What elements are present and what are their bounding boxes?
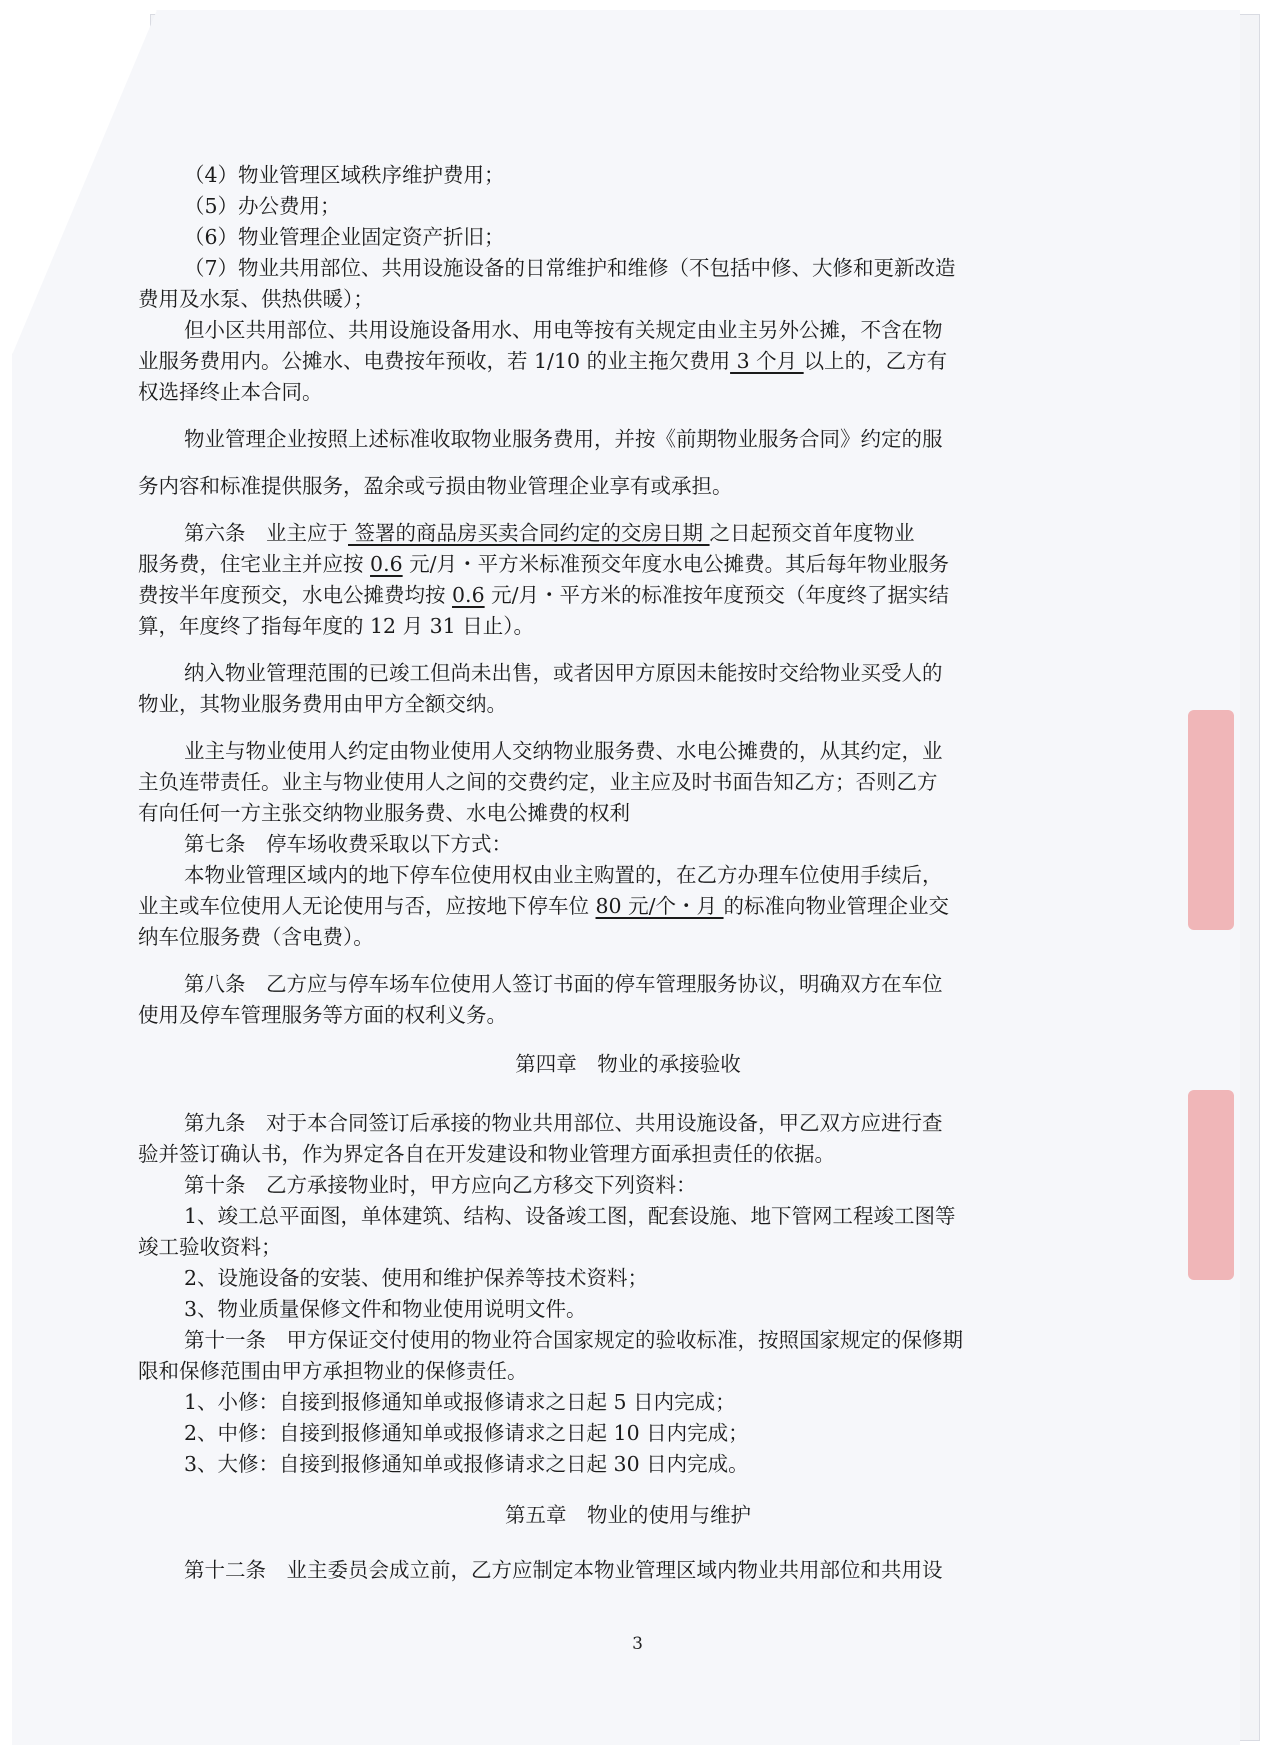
text-line: 业主与物业使用人约定由物业使用人交纳物业服务费、水电公摊费的，从其约定，业 bbox=[184, 739, 943, 763]
text-line: 权选择终止本合同。 bbox=[138, 380, 323, 404]
text-line: （7）物业共用部位、共用设施设备的日常维护和维修（不包括中修、大修和更新改造 bbox=[184, 256, 956, 280]
text-segment: 服务费，住宅业主并应按 bbox=[138, 552, 371, 576]
text-line: 2、设施设备的安装、使用和维护保养等技术资料； bbox=[184, 1266, 649, 1290]
document-body bbox=[138, 160, 1118, 1586]
text-line: 第十条 乙方承接物业时，甲方应向乙方移交下列资料： bbox=[184, 1173, 697, 1197]
text-line bbox=[138, 580, 1118, 611]
text-line: 竣工验收资料； bbox=[138, 1235, 282, 1259]
chapter-heading: 第四章 物业的承接验收 bbox=[515, 1052, 741, 1076]
text-line: 限和保修范围由甲方承担物业的保修责任。 bbox=[138, 1359, 528, 1383]
text-line: 3、物业质量保修文件和物业使用说明文件。 bbox=[184, 1297, 587, 1321]
text-segment: 业主或车位使用人无论使用与否，应按地下停车位 bbox=[138, 894, 596, 918]
red-seal-fragment bbox=[1188, 710, 1234, 930]
text-segment: 第六条 业主应于 bbox=[184, 521, 348, 545]
text-segment: 费按半年度预交，水电公摊费均按 bbox=[138, 583, 453, 607]
text-line: 验并签订确认书，作为界定各自在开发建设和物业管理方面承担责任的依据。 bbox=[138, 1142, 835, 1166]
text-line: 第十二条 业主委员会成立前，乙方应制定本物业管理区域内物业共用部位和共用设 bbox=[184, 1558, 943, 1582]
text-line: 3、大修：自接到报修通知单或报修请求之日起 30 日内完成。 bbox=[184, 1452, 749, 1476]
text-line: 有向任何一方主张交纳物业服务费、水电公摊费的权利 bbox=[138, 801, 630, 825]
filled-blank: 80 元/个・月 bbox=[595, 894, 724, 918]
text-line: 物业，其物业服务费用由甲方全额交纳。 bbox=[138, 692, 507, 716]
text-line: 1、竣工总平面图，单体建筑、结构、设备竣工图，配套设施、地下管网工程竣工图等 bbox=[184, 1204, 956, 1228]
text-line: 1、小修：自接到报修通知单或报修请求之日起 5 日内完成； bbox=[184, 1390, 736, 1414]
text-line: （5）办公费用； bbox=[184, 194, 341, 218]
text-line: 第八条 乙方应与停车场车位使用人签订书面的停车管理服务协议，明确双方在车位 bbox=[184, 972, 943, 996]
text-line bbox=[138, 346, 1118, 377]
text-segment: 业服务费用内。公摊水、电费按年预收，若 1/10 的业主拖欠费用 bbox=[138, 349, 731, 373]
text-line: （6）物业管理企业固定资产折旧； bbox=[184, 225, 505, 249]
page-number: 3 bbox=[632, 1634, 643, 1654]
text-segment: 元/月・平方米的标准按年度预交（年度终了据实结 bbox=[484, 583, 950, 607]
text-line: 第十一条 甲方保证交付使用的物业符合国家规定的验收标准，按照国家规定的保修期 bbox=[184, 1328, 963, 1352]
text-line: （4）物业管理区域秩序维护费用； bbox=[184, 163, 505, 187]
filled-blank: 0.6 bbox=[452, 583, 485, 607]
text-line bbox=[138, 518, 1118, 549]
text-segment: 以上的，乙方有 bbox=[803, 349, 948, 373]
text-line: 2、中修：自接到报修通知单或报修请求之日起 10 日内完成； bbox=[184, 1421, 749, 1445]
text-line: 纳车位服务费（含电费）。 bbox=[138, 925, 374, 949]
text-line bbox=[138, 891, 1118, 922]
text-line: 主负连带责任。业主与物业使用人之间的交费约定，业主应及时书面告知乙方；否则乙方 bbox=[138, 770, 938, 794]
text-line bbox=[138, 549, 1118, 580]
text-line: 第九条 对于本合同签订后承接的物业共用部位、共用设施设备，甲乙双方应进行查 bbox=[184, 1111, 943, 1135]
red-seal-fragment bbox=[1188, 1090, 1234, 1280]
filled-blank: 0.6 bbox=[370, 552, 403, 576]
text-line: 使用及停车管理服务等方面的权利义务。 bbox=[138, 1003, 507, 1027]
text-segment: 的标准向物业管理企业交 bbox=[723, 894, 950, 918]
text-segment: 元/月・平方米标准预交年度水电公摊费。其后每年物业服务 bbox=[402, 552, 950, 576]
text-line: 本物业管理区域内的地下停车位使用权由业主购置的，在乙方办理车位使用手续后， bbox=[184, 863, 943, 887]
filled-blank: 签署的商品房买卖合同约定的交房日期 bbox=[348, 521, 710, 545]
text-line: 费用及水泵、供热供暖）； bbox=[138, 287, 374, 311]
text-line: 务内容和标准提供服务，盈余或亏损由物业管理企业享有或承担。 bbox=[138, 474, 733, 498]
filled-blank: 3 个月 bbox=[730, 349, 804, 373]
text-segment: 之日起预交首年度物业 bbox=[709, 521, 915, 545]
text-line: 但小区共用部位、共用设施设备用水、用电等按有关规定由业主另外公摊，不含在物 bbox=[184, 318, 943, 342]
text-line: 算，年度终了指每年度的 12 月 31 日止）。 bbox=[138, 614, 534, 638]
chapter-heading: 第五章 物业的使用与维护 bbox=[505, 1503, 751, 1527]
text-line: 纳入物业管理范围的已竣工但尚未出售，或者因甲方原因未能按时交给物业买受人的 bbox=[184, 661, 943, 685]
text-line: 第七条 停车场收费采取以下方式： bbox=[184, 832, 512, 856]
text-line: 物业管理企业按照上述标准收取物业服务费用，并按《前期物业服务合同》约定的服 bbox=[184, 427, 943, 451]
